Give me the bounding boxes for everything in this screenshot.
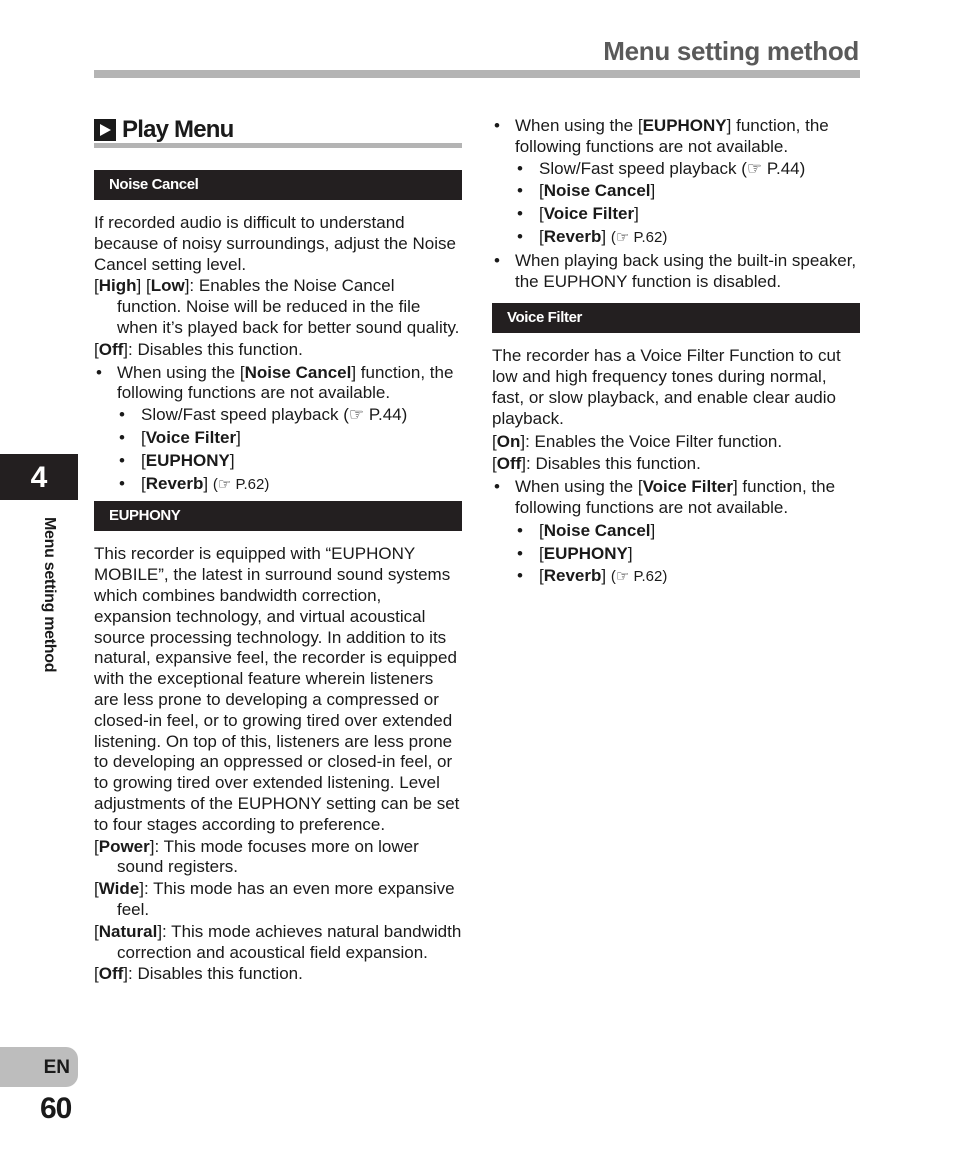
list-item: • [Voice Filter] bbox=[117, 428, 462, 449]
noise-cancel-notes bbox=[94, 363, 462, 496]
option-key: Reverb bbox=[543, 226, 602, 246]
list-item: • [Noise Cancel] bbox=[515, 521, 860, 542]
page-reference: (☞ P.62) bbox=[610, 568, 668, 586]
euphony-option-off: [Off]: Disables this function. bbox=[94, 964, 303, 984]
option-key: EUPHONY bbox=[145, 450, 230, 470]
option-desc: : Enables the Voice Filter function. bbox=[525, 431, 783, 451]
list-item: • [Reverb] (☞ P.62) bbox=[515, 566, 860, 588]
noise-cancel-intro: If recorded audio is difficult to understand because of noisy surroundings, adjust the Noise Cancel setting level. bbox=[94, 213, 456, 274]
list-item: • [Reverb] (☞ P.62) bbox=[515, 227, 860, 249]
section-heading bbox=[94, 115, 462, 143]
option-key: Noise Cancel bbox=[543, 181, 651, 201]
option-desc: : This mode achieves natural bandwidth correction and acoustical field expansion. bbox=[117, 921, 462, 962]
option-desc: : Enables the Noise Cancel function. Noise will be reduced in the file when it’s played back for better sound quality. bbox=[117, 276, 460, 337]
list-item bbox=[515, 159, 860, 180]
text: When playing back using the built-in speaker, the EUPHONY function is disabled. bbox=[515, 250, 857, 291]
option-key: Noise Cancel bbox=[543, 520, 651, 540]
option-key: Low bbox=[150, 276, 185, 296]
option-key: Noise Cancel bbox=[244, 362, 352, 382]
sub-list bbox=[117, 405, 462, 495]
list-item bbox=[492, 251, 860, 293]
option-key: Wide bbox=[98, 879, 140, 899]
list-item: • [EUPHONY] bbox=[515, 544, 860, 565]
option-key: EUPHONY bbox=[642, 116, 727, 135]
option-key: EUPHONY bbox=[543, 543, 628, 563]
list-item: • [Reverb] (☞ P.62) bbox=[117, 474, 462, 496]
option-key: Off bbox=[98, 339, 124, 359]
option-desc: : Disables this function. bbox=[128, 964, 303, 984]
text: Slow/Fast speed playback (☞ P.44) bbox=[141, 405, 408, 425]
euphony-option-wide: [Wide]: This mode has an even more expansive feel. bbox=[94, 879, 455, 919]
noise-cancel-heading: Noise Cancel bbox=[94, 170, 462, 200]
option-key: On bbox=[496, 431, 521, 451]
text: ] function, the following functions are not available. bbox=[117, 362, 454, 403]
noise-cancel-option-high-low: [High] [Low]: Enables the Noise Cancel function. Noise will be reduced in the file when it’s played back for better sound quality. bbox=[94, 276, 460, 337]
noise-cancel-option-off: [Off]: Disables this function. bbox=[94, 339, 303, 359]
option-key: Power bbox=[98, 836, 150, 856]
text: Slow/Fast speed playback (☞ P.44) bbox=[539, 158, 806, 178]
list-item bbox=[94, 363, 462, 496]
list-item bbox=[117, 405, 462, 426]
right-column bbox=[492, 116, 860, 588]
option-desc: : This mode focuses more on lower sound registers. bbox=[117, 836, 419, 877]
voice-filter-intro: The recorder has a Voice Filter Function to cut low and high frequency tones during normal, fast, or slow playback, and enable clear audio playback. bbox=[492, 346, 841, 428]
euphony-option-natural: [Natural]: This mode achieves natural bandwidth correction and acoustical field expansion. bbox=[94, 921, 462, 962]
section-title: Play Menu bbox=[122, 115, 234, 143]
option-key: Voice Filter bbox=[145, 427, 237, 447]
option-desc: : This mode has an even more expansive feel. bbox=[117, 879, 455, 919]
text: ] function, the following functions are not available. bbox=[515, 477, 836, 517]
option-key: Reverb bbox=[145, 473, 204, 493]
chapter-label: Menu setting method bbox=[41, 517, 58, 673]
list-item bbox=[492, 477, 860, 588]
page-number: 60 bbox=[40, 1092, 72, 1125]
title-rule bbox=[94, 70, 860, 78]
option-key: Voice Filter bbox=[642, 477, 733, 497]
text: When using the [ bbox=[515, 477, 643, 497]
voice-filter-option-on: [On]: Enables the Voice Filter function. bbox=[492, 431, 783, 451]
euphony-intro: This recorder is equipped with “EUPHONY MOBILE”, the latest in surround sound systems which combines bandwidth correction, expansion technology, and virtual acoustical source processing technology. In addition to its natural, expansive feel, the recorder is equipped with the exceptional feature wherein listeners are less prone to developing a compressed or closed-in feel, or to growing tired over extended listening. On top of this, listeners are less prone to developing an oppressed or closed-in feel, or to growing tired over extended listening. Level adjustments of the EUPHONY setting can be set to four stages according to preference. bbox=[94, 544, 460, 834]
option-key: Natural bbox=[98, 921, 158, 941]
option-desc: : Disables this function. bbox=[128, 339, 303, 359]
left-column bbox=[94, 115, 462, 985]
list-item: • [Voice Filter] bbox=[515, 204, 860, 225]
page-reference: (☞ P.62) bbox=[212, 475, 270, 493]
text: ] function, the following functions are not available. bbox=[515, 116, 829, 156]
voice-filter-heading: Voice Filter bbox=[492, 303, 860, 333]
chapter-tab: 4 bbox=[0, 454, 78, 500]
option-key: High bbox=[98, 276, 137, 296]
option-key: Off bbox=[98, 964, 124, 984]
sub-list bbox=[515, 521, 860, 588]
text: When using the [ bbox=[117, 362, 245, 382]
text: When using the [ bbox=[515, 116, 643, 135]
list-item: • [Noise Cancel] bbox=[515, 181, 860, 202]
page-reference: (☞ P.62) bbox=[610, 228, 668, 246]
language-tab: EN bbox=[0, 1047, 78, 1087]
voice-filter-option-off: [Off]: Disables this function. bbox=[492, 454, 701, 474]
section-rule bbox=[94, 143, 462, 148]
voice-filter-notes bbox=[492, 477, 860, 588]
euphony-notes bbox=[492, 116, 860, 292]
list-item: • [EUPHONY] bbox=[117, 451, 462, 472]
option-key: Voice Filter bbox=[543, 204, 635, 224]
euphony-heading: EUPHONY bbox=[94, 501, 462, 531]
list-item bbox=[492, 116, 860, 249]
euphony-option-power: [Power]: This mode focuses more on lower sound registers. bbox=[94, 836, 419, 877]
option-key: Reverb bbox=[543, 566, 602, 586]
option-key: Off bbox=[496, 454, 522, 474]
sub-list bbox=[515, 159, 860, 249]
page-title: Menu setting method bbox=[603, 36, 859, 66]
option-desc: : Disables this function. bbox=[526, 454, 701, 474]
play-icon bbox=[94, 119, 116, 141]
